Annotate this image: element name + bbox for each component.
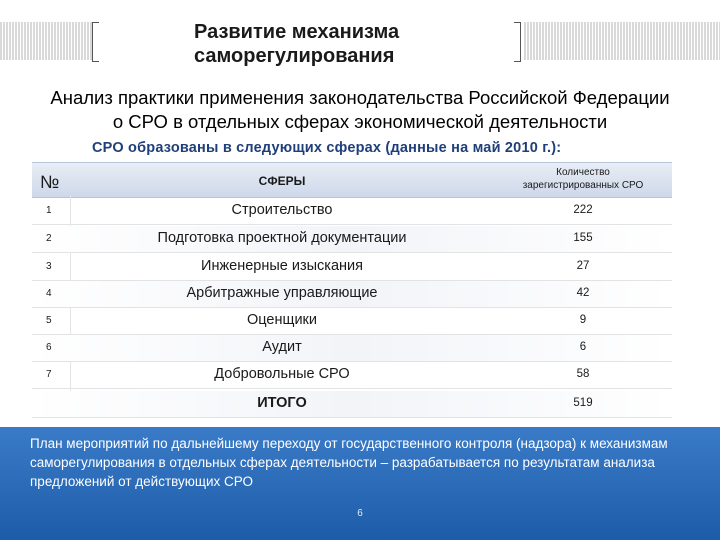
table-row: [32, 281, 672, 308]
row-count: 42: [576, 287, 590, 299]
row-num: 3: [46, 261, 52, 272]
row-num: 2: [46, 233, 52, 244]
header-sphere: СФЕРЫ: [258, 174, 306, 188]
table-row: [32, 198, 672, 225]
header-decor-right: [524, 22, 720, 60]
slide-title-line2: саморегулирования: [194, 45, 395, 67]
row-sphere: Строительство: [231, 202, 333, 218]
slide-title: [100, 20, 512, 68]
table-caption: СРО образованы в следующих сферах (данные на май 2010 г.):: [92, 140, 562, 156]
page-number: 6: [357, 508, 363, 519]
row-count: 155: [573, 232, 593, 244]
header-num: №: [40, 172, 60, 192]
row-count: 9: [579, 314, 587, 326]
row-count: 58: [576, 368, 590, 380]
header-count: [498, 166, 668, 192]
header-decor-left: [0, 22, 92, 60]
slide-subtitle: [0, 86, 720, 134]
table-row: [32, 308, 672, 335]
title-bracket-right: [514, 22, 521, 62]
subtitle-line2: о СРО в отдельных сферах экономической деятельности: [112, 111, 608, 132]
table-row: [32, 362, 672, 389]
header-count-line1: Количество: [556, 167, 610, 178]
row-num: 5: [46, 315, 52, 326]
row-count: 6: [579, 341, 587, 353]
row-sphere: Арбитражные управляющие: [186, 285, 378, 301]
total-label: ИТОГО: [257, 395, 307, 411]
total-value: 519: [573, 397, 593, 409]
table-row: [32, 335, 672, 362]
row-count: 222: [573, 204, 593, 216]
row-sphere: Оценщики: [247, 312, 317, 328]
table-row: [32, 226, 672, 253]
row-num: 7: [46, 369, 52, 380]
row-num: 4: [46, 288, 52, 299]
title-bracket-left: [92, 22, 99, 62]
row-num: 1: [46, 205, 52, 216]
table-row: [32, 254, 672, 281]
slide-title-line1: Развитие механизма: [194, 21, 400, 43]
row-sphere: Инженерные изыскания: [201, 258, 363, 274]
row-sphere: Подготовка проектной документации: [157, 230, 407, 246]
subtitle-line1: Анализ практики применения законодательства Российской Федерации: [50, 87, 670, 108]
row-count: 27: [576, 260, 590, 272]
row-num: 6: [46, 342, 52, 353]
header-count-line2: зарегистрированных СРО: [522, 180, 644, 191]
row-sphere: Аудит: [262, 339, 302, 355]
table-total-row: [32, 391, 672, 418]
row-sphere: Добровольные СРО: [214, 366, 350, 382]
info-panel-text: План мероприятий по дальнейшему переходу от государственного контроля (надзора) к механизмам саморегулирования в отдельных сферах деятельности – разрабатывается по результатам анализа предложений от действующих СРО: [30, 436, 668, 489]
